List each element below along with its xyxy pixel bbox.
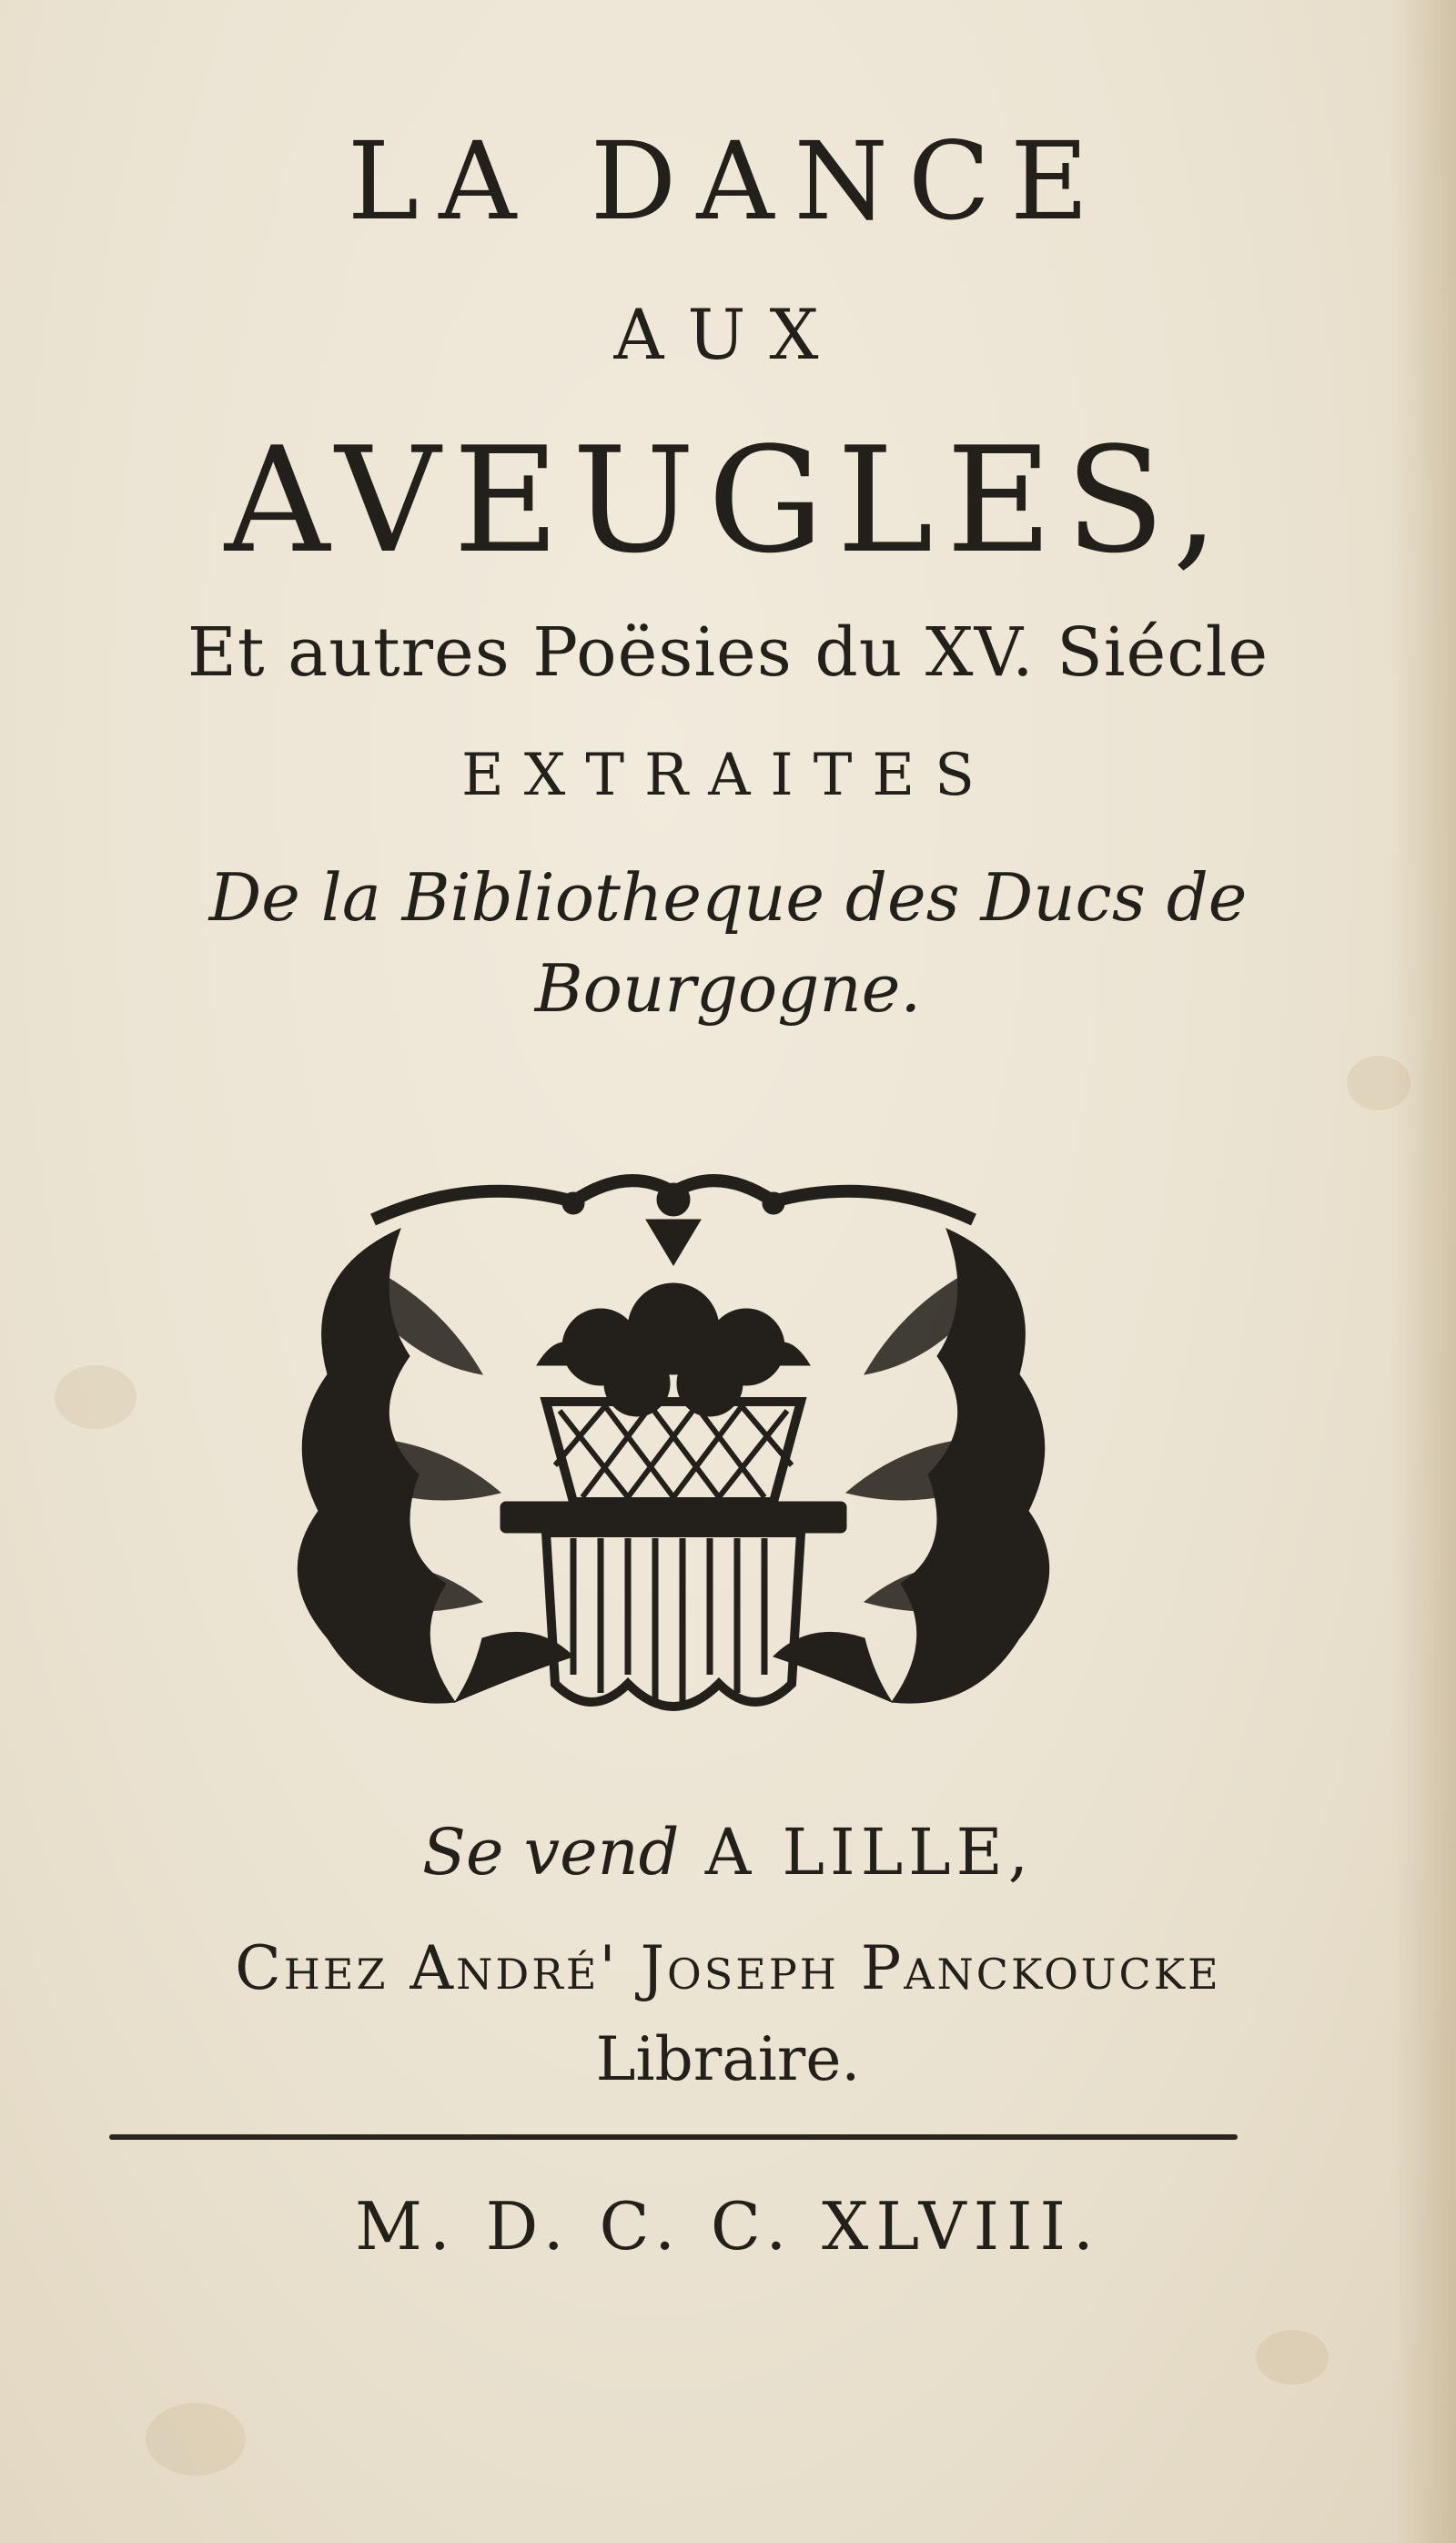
page-edge-shadow [1392, 0, 1456, 2543]
publisher-line: Chez André' Joseph Panckoucke [235, 1933, 1221, 2003]
extraites-line: EXTRAITES [461, 742, 995, 809]
publication-date: M. D. C. C. XLVIII. [355, 2188, 1101, 2264]
foxing-stain [146, 2403, 246, 2476]
foxing-stain [1256, 2330, 1329, 2385]
imprint-line [0, 1815, 1456, 1890]
title-line-1: LA DANCE [347, 118, 1109, 244]
divider-rule [109, 2134, 1238, 2140]
title-line-3: AVEUGLES, [224, 415, 1232, 585]
subtitle-line: Et autres Poësies du XV. Siécle [187, 613, 1269, 692]
source-line-1: De la Bibliotheque des Ducs de [208, 859, 1248, 936]
title-line-2: AUX [613, 294, 843, 375]
woodcut-ornament [246, 1165, 1101, 1748]
imprint-italic: Se vend [421, 1815, 680, 1890]
source-line-2: Bourgogne. [534, 950, 922, 1027]
publisher-role: Libraire. [595, 2024, 861, 2094]
foxing-stain [55, 1365, 136, 1429]
imprint-place: A LILLE, [704, 1815, 1035, 1890]
